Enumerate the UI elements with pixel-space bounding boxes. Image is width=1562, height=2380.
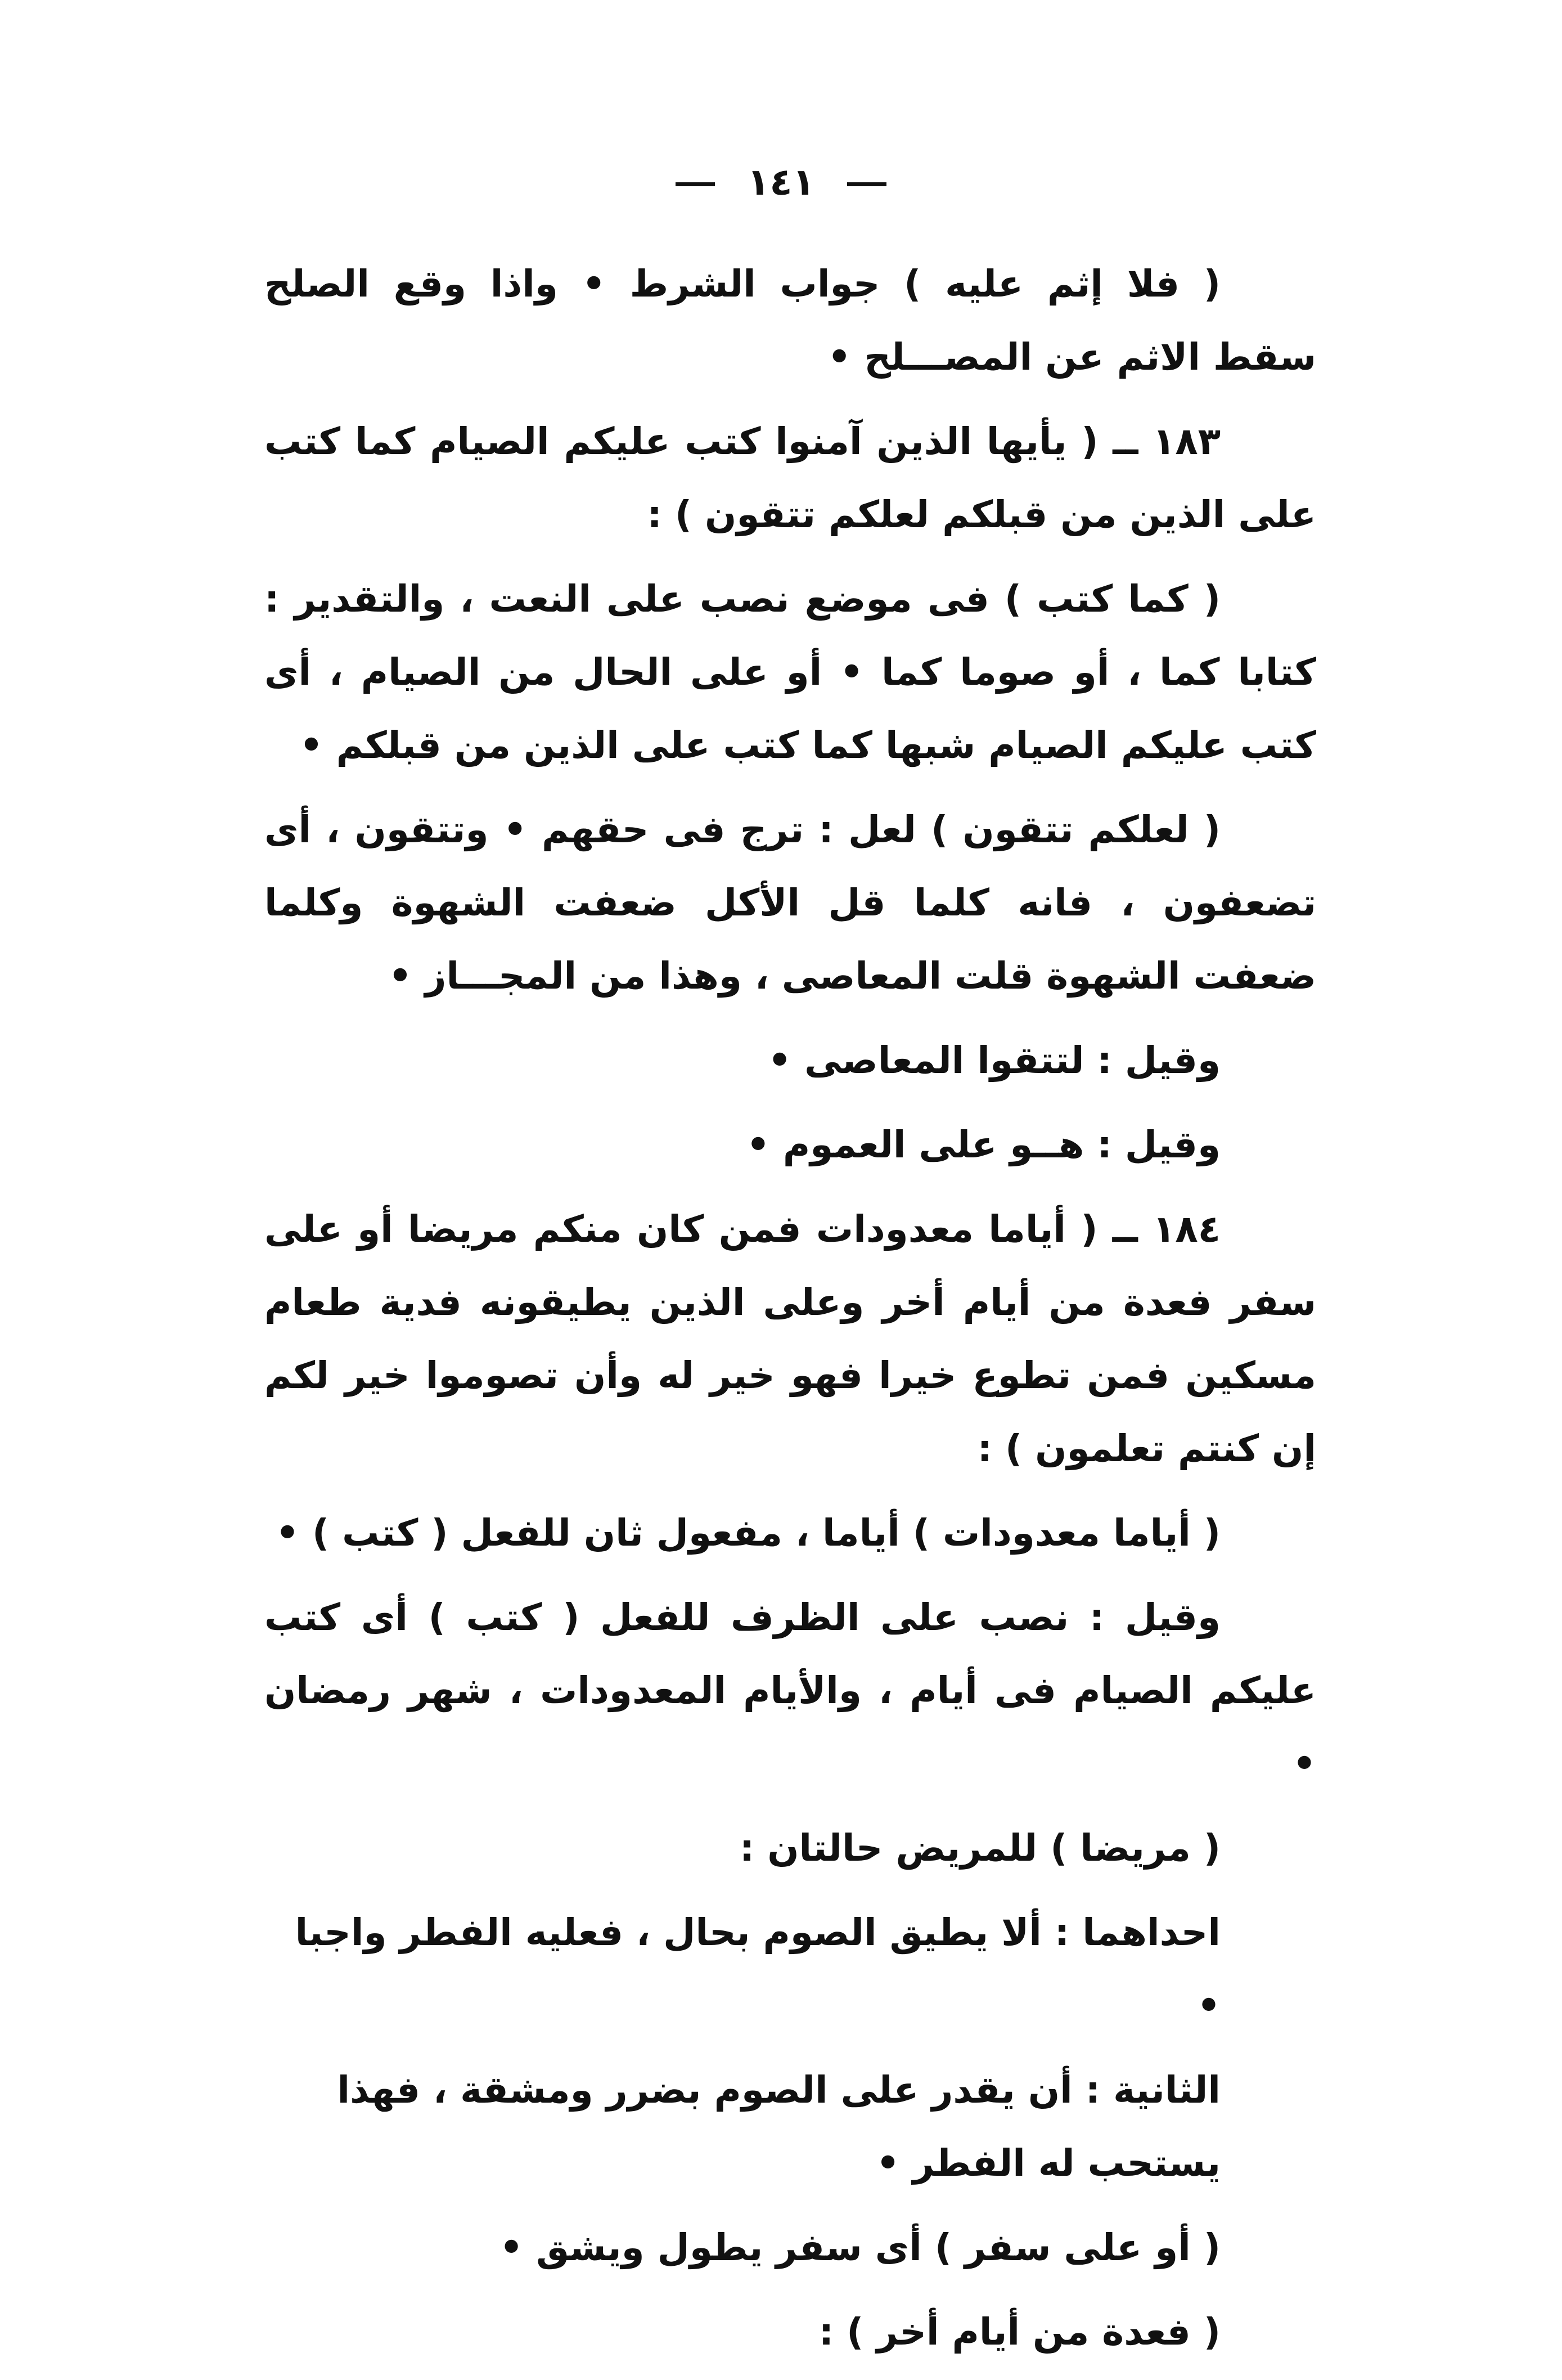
paragraph: ( فعدة من أيام أخر ) : bbox=[818, 2310, 1221, 2354]
page-number-dash-left bbox=[676, 182, 715, 186]
paragraph: وقيل : لتتقوا المعاصى • bbox=[768, 1039, 1221, 1082]
paragraph: ( أياما معدودات ) أياما ، مفعول ثان للفعل ( كتب ) • bbox=[275, 1511, 1221, 1555]
paragraph: وقيل : نصب على الظرف للفعل ( كتب ) أى كتب عليكم الصيام فى أيام ، والأيام المعدودات ، شهر رمضان • bbox=[264, 1596, 1316, 1785]
paragraph: ( كما كتب ) فى موضع نصب على النعت ، والتقدير : كتابا كما ، أو صوما كما • أو على الحال من الصيام ، أى كتب عليكم الصيام شبها كما كتب على الذين من قبلكم • bbox=[264, 577, 1316, 767]
paragraph: احداهما : ألا يطيق الصوم بحال ، فعليه الفطر واجبا • bbox=[295, 1911, 1221, 2027]
page-number-text: ١٤١ bbox=[747, 160, 815, 204]
paragraph: ( أو على سفر ) أى سفر يطول ويشق • bbox=[499, 2226, 1221, 2269]
paragraph: ١٨٣ ــ ( يأيها الذين آمنوا كتب عليكم الصيام كما كتب على الذين من قبلكم لعلكم تتقون ) : bbox=[264, 420, 1316, 536]
paragraph: وقيل : هــو على العموم • bbox=[746, 1123, 1221, 1166]
paragraph: ( مريضا ) للمريض حالتان : bbox=[739, 1826, 1221, 1870]
paragraph: ١٨٤ ــ ( أياما معدودات فمن كان منكم مريضا أو على سفر فعدة من أيام أخر وعلى الذين يطيقونه فدية طعام مسكين فمن تطوع خيرا فهو خير له وأن تصوموا خير لكم إن كنتم تعلمون ) : bbox=[264, 1207, 1316, 1470]
paragraph: ( فلا إثم عليه ) جواب الشرط • واذا وقع الصلح سقط الاثم عن المصـــلح • bbox=[264, 262, 1316, 379]
paragraph: ( لعلكم تتقون ) لعل : ترج فى حقهم • وتتقون ، أى تضعفون ، فانه كلما قل الأكل ضعفت الشهوة وكلما ضعفت الشهوة قلت المعاصى ، وهذا من المجـــاز • bbox=[264, 808, 1316, 998]
page-number bbox=[0, 160, 1562, 204]
page-body bbox=[264, 248, 1316, 2380]
paragraph: الثانية : أن يقدر على الصوم بضرر ومشقة ، فهذا يستحب له الفطر • bbox=[337, 2068, 1221, 2185]
page-number-dash-right bbox=[847, 182, 886, 186]
